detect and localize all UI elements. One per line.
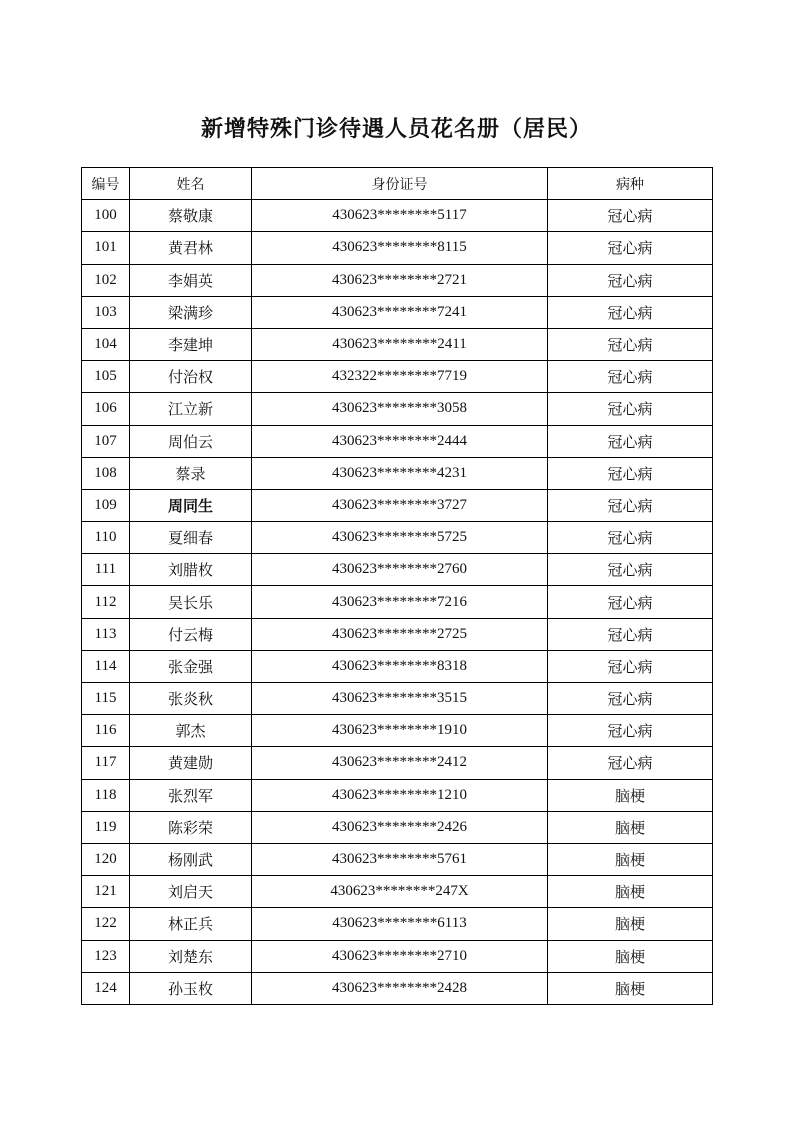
row-name: 夏细春: [130, 522, 252, 554]
row-disease: 冠心病: [548, 264, 713, 296]
row-disease: 冠心病: [548, 554, 713, 586]
row-name: 李娟英: [130, 264, 252, 296]
row-name: 周伯云: [130, 425, 252, 457]
row-id-number: 430623********2412: [252, 747, 548, 779]
row-name: 刘启天: [130, 876, 252, 908]
row-number: 122: [82, 908, 130, 940]
table-body: [82, 200, 713, 1005]
table-row: [82, 715, 713, 747]
row-disease: 冠心病: [548, 393, 713, 425]
row-number: 121: [82, 876, 130, 908]
row-id-number: 430623********247X: [252, 876, 548, 908]
table-row: [82, 972, 713, 1004]
row-disease: 冠心病: [548, 489, 713, 521]
table-row: [82, 650, 713, 682]
row-number: 115: [82, 683, 130, 715]
row-disease: 脑梗: [548, 811, 713, 843]
table-row: [82, 393, 713, 425]
table-row: [82, 811, 713, 843]
row-number: 118: [82, 779, 130, 811]
header-number: 编号: [82, 168, 130, 200]
row-name: 孙玉枚: [130, 972, 252, 1004]
row-name: 黄建勋: [130, 747, 252, 779]
table-row: [82, 618, 713, 650]
row-name: 吴长乐: [130, 586, 252, 618]
row-name: 江立新: [130, 393, 252, 425]
table-row: [82, 586, 713, 618]
row-name: 林正兵: [130, 908, 252, 940]
row-name: 付云梅: [130, 618, 252, 650]
table-row: [82, 554, 713, 586]
row-name: 李建坤: [130, 328, 252, 360]
row-name: 付治权: [130, 361, 252, 393]
row-disease: 冠心病: [548, 747, 713, 779]
row-name: 陈彩荣: [130, 811, 252, 843]
row-number: 114: [82, 650, 130, 682]
row-number: 116: [82, 715, 130, 747]
row-number: 119: [82, 811, 130, 843]
row-id-number: 430623********1210: [252, 779, 548, 811]
row-id-number: 430623********2444: [252, 425, 548, 457]
table-row: [82, 843, 713, 875]
row-number: 123: [82, 940, 130, 972]
row-id-number: 430623********7241: [252, 296, 548, 328]
row-id-number: 430623********6113: [252, 908, 548, 940]
row-name: 张金强: [130, 650, 252, 682]
row-disease: 冠心病: [548, 715, 713, 747]
row-name: 刘楚东: [130, 940, 252, 972]
row-disease: 冠心病: [548, 586, 713, 618]
row-number: 110: [82, 522, 130, 554]
row-number: 109: [82, 489, 130, 521]
row-id-number: 430623********8318: [252, 650, 548, 682]
row-number: 102: [82, 264, 130, 296]
row-name: 梁满珍: [130, 296, 252, 328]
row-number: 108: [82, 457, 130, 489]
row-disease: 冠心病: [548, 650, 713, 682]
row-id-number: 430623********3058: [252, 393, 548, 425]
row-number: 124: [82, 972, 130, 1004]
row-disease: 冠心病: [548, 361, 713, 393]
row-number: 101: [82, 232, 130, 264]
row-name: 黄君林: [130, 232, 252, 264]
table-row: [82, 908, 713, 940]
row-id-number: 430623********1910: [252, 715, 548, 747]
row-number: 112: [82, 586, 130, 618]
row-disease: 冠心病: [548, 457, 713, 489]
row-id-number: 430623********5761: [252, 843, 548, 875]
row-name: 郭杰: [130, 715, 252, 747]
row-id-number: 430623********2428: [252, 972, 548, 1004]
row-id-number: 430623********5117: [252, 200, 548, 232]
row-id-number: 430623********4231: [252, 457, 548, 489]
row-name: 杨刚武: [130, 843, 252, 875]
row-disease: 冠心病: [548, 683, 713, 715]
row-name: 张炎秋: [130, 683, 252, 715]
row-id-number: 430623********2760: [252, 554, 548, 586]
row-disease: 冠心病: [548, 296, 713, 328]
row-id-number: 430623********7216: [252, 586, 548, 618]
table-row: [82, 200, 713, 232]
row-disease: 冠心病: [548, 200, 713, 232]
page-title: 新增特殊门诊待遇人员花名册（居民）: [200, 117, 592, 142]
row-number: 106: [82, 393, 130, 425]
header-id-number: 身份证号: [252, 168, 548, 200]
table-row: [82, 232, 713, 264]
row-number: 111: [82, 554, 130, 586]
table-row: [82, 457, 713, 489]
row-id-number: 430623********2721: [252, 264, 548, 296]
row-disease: 冠心病: [548, 232, 713, 264]
table-row: [82, 489, 713, 521]
row-number: 107: [82, 425, 130, 457]
header-disease: 病种: [548, 168, 713, 200]
table-row: [82, 747, 713, 779]
row-id-number: 430623********2725: [252, 618, 548, 650]
row-disease: 冠心病: [548, 522, 713, 554]
row-disease: 冠心病: [548, 618, 713, 650]
row-number: 100: [82, 200, 130, 232]
row-id-number: 430623********3515: [252, 683, 548, 715]
row-name: 蔡敬康: [130, 200, 252, 232]
row-id-number: 432322********7719: [252, 361, 548, 393]
row-id-number: 430623********5725: [252, 522, 548, 554]
table-row: [82, 361, 713, 393]
row-disease: 冠心病: [548, 328, 713, 360]
row-disease: 脑梗: [548, 908, 713, 940]
row-id-number: 430623********2411: [252, 328, 548, 360]
row-id-number: 430623********8115: [252, 232, 548, 264]
row-disease: 脑梗: [548, 940, 713, 972]
table-row: [82, 779, 713, 811]
row-disease: 脑梗: [548, 972, 713, 1004]
table-row: [82, 425, 713, 457]
row-number: 120: [82, 843, 130, 875]
row-number: 105: [82, 361, 130, 393]
roster-table: [81, 167, 713, 1005]
row-number: 117: [82, 747, 130, 779]
row-disease: 冠心病: [548, 425, 713, 457]
table-row: [82, 264, 713, 296]
row-id-number: 430623********3727: [252, 489, 548, 521]
table-row: [82, 328, 713, 360]
row-name: 周同生: [130, 489, 252, 521]
row-number: 103: [82, 296, 130, 328]
table-row: [82, 876, 713, 908]
row-name: 张烈军: [130, 779, 252, 811]
row-name: 蔡录: [130, 457, 252, 489]
row-number: 113: [82, 618, 130, 650]
row-id-number: 430623********2426: [252, 811, 548, 843]
row-disease: 脑梗: [548, 779, 713, 811]
row-id-number: 430623********2710: [252, 940, 548, 972]
row-disease: 脑梗: [548, 843, 713, 875]
row-name: 刘腊枚: [130, 554, 252, 586]
table-row: [82, 296, 713, 328]
header-name: 姓名: [130, 168, 252, 200]
table-row: [82, 940, 713, 972]
table-header-row: [82, 168, 713, 200]
row-number: 104: [82, 328, 130, 360]
row-disease: 脑梗: [548, 876, 713, 908]
table-row: [82, 522, 713, 554]
table-row: [82, 683, 713, 715]
